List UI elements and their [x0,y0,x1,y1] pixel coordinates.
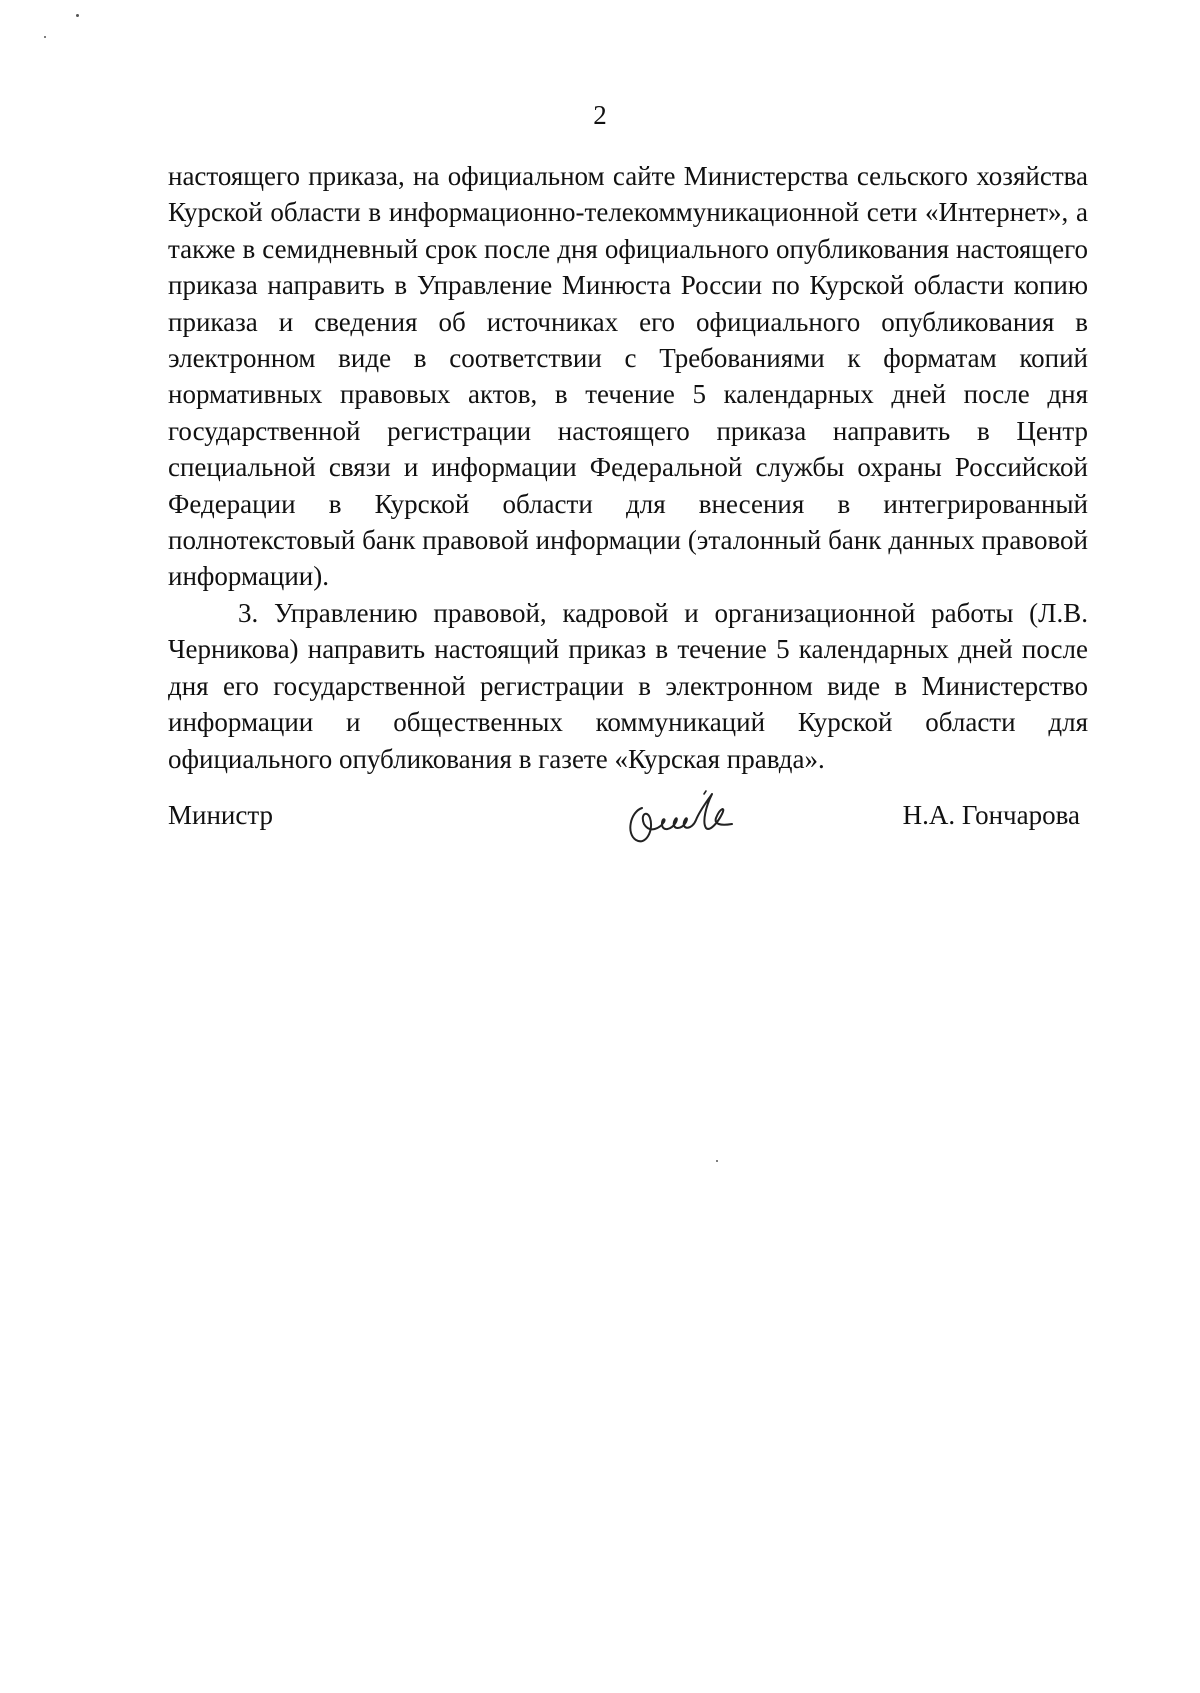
page-number: 2 [593,100,607,130]
signatory-role: Министр [168,800,273,830]
document-body [168,158,1088,777]
scan-speck [716,1160,718,1162]
handwritten-signature [620,784,770,854]
scan-speck [44,36,46,38]
scan-speck [76,14,79,17]
paragraph-continuation: настоящего приказа, на официальном сайте Министерства сельского хозяйства Курской области в информационно-телекоммуникационной сети «Интернет», а также в семидневный срок после дня официального опубликования настоящего приказа направить в Управление Минюста России по Курской области копию приказа и сведения об источниках его официального опубликования в электронном виде в соответствии с Требованиями к форматам копий нормативных правовых актов, в течение 5 календарных дней после дня государственной регистрации настоящего приказа направить в Центр специальной связи и информации Федеральной службы охраны Российской Федерации в Курской области для внесения в интегрированный полнотекстовый банк правовой информации (эталонный банк данных правовой информации). [168,161,1088,592]
signatory-name: Н.А. Гончарова [902,800,1080,830]
paragraph-item-3: 3. Управлению правовой, кадровой и организационной работы (Л.В. Черникова) направить настоящий приказ в течение 5 календарных дней после дня его государственной регистрации в электронном виде в Министерство информации и общественных коммуникаций Курской области для официального опубликования в газете «Курская правда». [168,597,1088,774]
signature-block [168,790,1088,850]
